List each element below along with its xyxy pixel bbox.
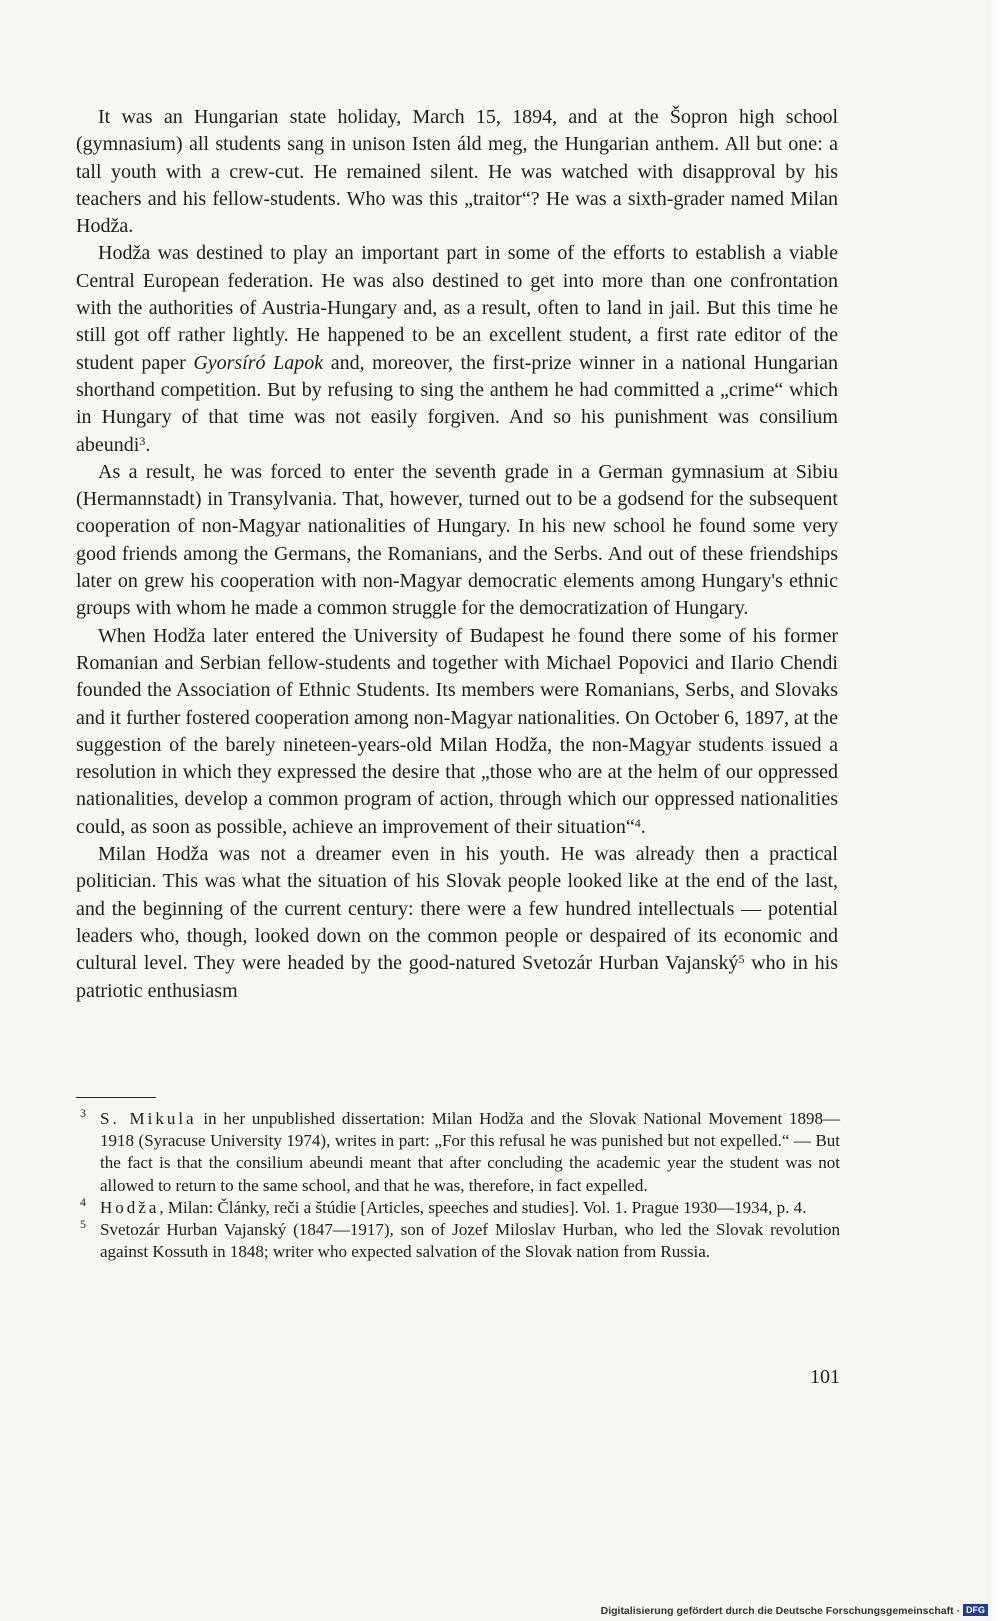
paragraph-3: As a result, he was forced to enter the seventh grade in a German gymnasium at Sibiu (Hermannstadt) in Transylvania. That, however, turned out to be a godsend for the subsequent cooperation of non-Magyar nationalities of Hungary. In his new school he found some very good friends among the Germans, the Romanians, and the Serbs. And out of these friendships later on grew his cooperation with non-Magyar democratic elements among Hungary's ethnic groups with whom he made a common struggle for the democratization of Hungary. — [76, 460, 838, 620]
footnote-author: S. Mikula — [100, 1109, 197, 1128]
dfg-logo: DFG — [963, 1604, 988, 1616]
footnote-text: , Milan: Články, reči a štúdie [Articles, speeches and studies]. Vol. 1. Prague 1930—1934, p. 4. — [159, 1197, 807, 1217]
page-number: 101 — [810, 1366, 840, 1388]
footnote-ref-5: 5 — [738, 952, 745, 967]
footnote-3 — [76, 1108, 840, 1197]
main-text — [76, 104, 838, 1005]
footnote-ref-4: 4 — [634, 815, 641, 830]
footnote-author: Hodža — [100, 1197, 160, 1217]
footnote-text: in her unpublished dissertation: Milan Hodža and the Slovak National Movement 1898—1918 (Syracuse University 1974), writes in part: „For this refusal he was punished but not expelled.“ — But the fact is that the consilium abeundi meant that after concluding the academic year the student was not allowed to return to the same school, and that he was, therefore, in fact expelled. — [100, 1109, 840, 1195]
footnote-number: 5 — [80, 1217, 86, 1232]
paragraph-4: When Hodža later entered the University of Budapest he found there some of his former Romanian and Serbian fellow-students and together with Michael Popovici and Ilario Chendi founded the Association of Ethnic Students. Its members were Romanians, Serbs, and Slovaks and it further fostered cooperation among non-Magyar nationalities. On October 6, 1897, at the suggestion of the barely nineteen-years-old Milan Hodža, the non-Magyar students issued a resolution in which they expressed the desire that „those who are at the helm of our oppressed nationalities, develop a common program of action, through which our oppressed nationalities could, as soon as possible, achieve an improvement of their situation“$^4$. — [76, 624, 838, 838]
footnote-number: 4 — [80, 1194, 86, 1209]
footnote-divider — [76, 1097, 156, 1098]
footnote-text: Svetozár Hurban Vajanský (1847—1917), son of Jozef Miloslav Hurban, who led the Slovak revolution against Kossuth in 1848; writer who expected salvation of the Slovak nation from Russia. — [100, 1220, 840, 1262]
footnote-ref-3: 3 — [139, 433, 146, 448]
credit-text: Digitalisierung gefördert durch die Deutsche Forschungsgemeinschaft · — [600, 1605, 960, 1617]
paragraph-5: Milan Hodža was not a dreamer even in his youth. He was already then a practical politician. This was what the situation of his Slovak people looked like at the end of the last, and the beginning of the current century: there were a few hundred intellectuals — potential leaders who, though, looked down on the common people or despaired of its economic and cultural level. They were headed by the good-natured Svetozár Hurban Vajanský$^5$ who in his patriotic enthusiasm — [76, 843, 839, 1002]
digitization-credit — [601, 1604, 988, 1619]
footnotes — [76, 1108, 840, 1263]
paragraph-2: Hodža was destined to play an important part in some of the efforts to establish a viable Central European federation. He was also destined to get into more than one confrontation with the authorities of Austria-Hungary and, as a result, often to land in jail. But this time he still got off rather lightly. He happened to be an excellent student, a first rate editor of the student paper Gyorsíró Lapok and, moreover, the first-prize winner in a national Hungarian shorthand competition. But by refusing to sing the anthem he had committed a „crime“ which in Hungary of that time was not easily forgiven. And so his punishment was consilium abeundi$^3$. — [76, 242, 839, 456]
paragraph-1: It was an Hungarian state holiday, March 15, 1894, and at the Šopron high school (gymnasium) all students sang in unison Isten áld meg, the Hungarian anthem. All but one: a tall youth with a crew-cut. He remained silent. He was watched with disapproval by his teachers and his fellow-students. Who was this „traitor“? He was a sixth-grader named Milan Hodža. — [76, 106, 838, 238]
newspaper-title: Gyorsíró Lapok — [193, 351, 324, 374]
footnote-4 — [76, 1194, 840, 1219]
footnote-number: 3 — [80, 1106, 86, 1120]
footnote-5 — [76, 1219, 840, 1263]
page-edge — [986, 0, 1000, 1621]
